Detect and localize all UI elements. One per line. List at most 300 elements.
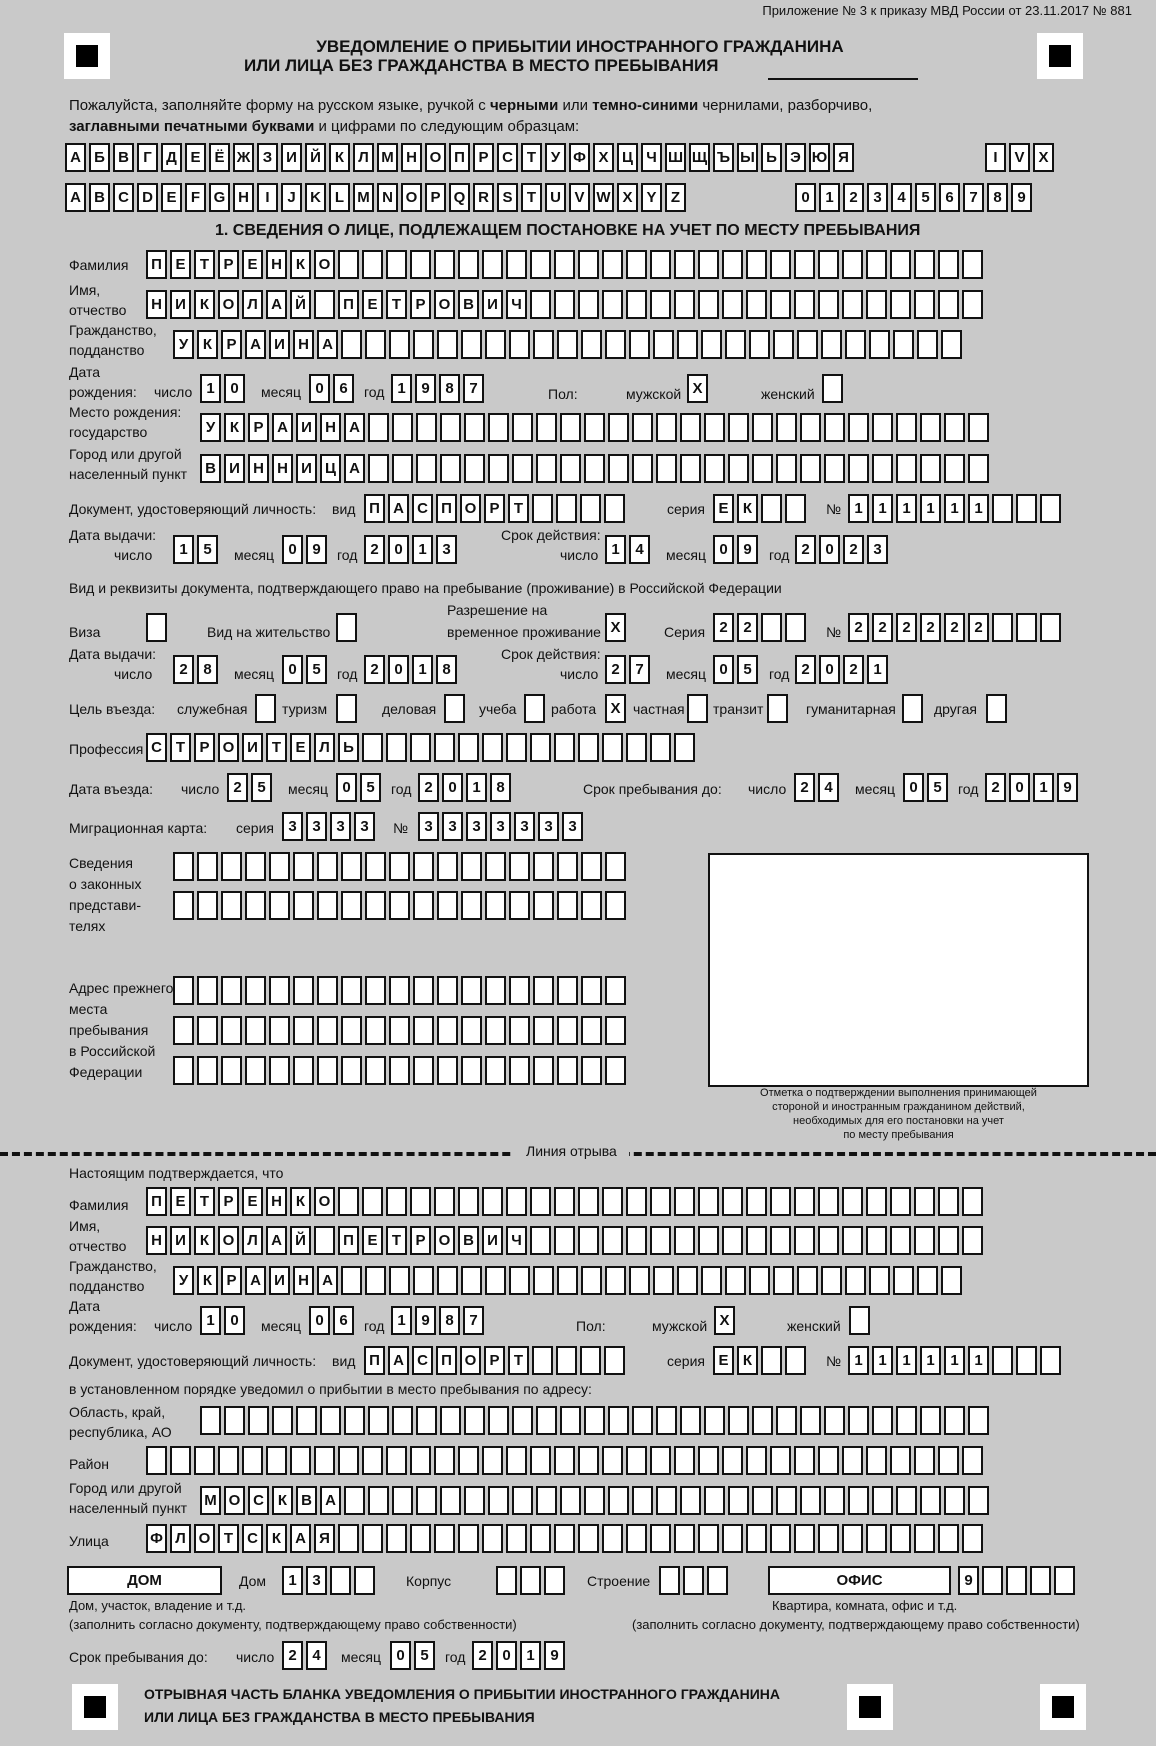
char-cell[interactable] <box>506 1187 527 1216</box>
char-cell[interactable]: 0 <box>903 773 924 802</box>
char-cell[interactable] <box>822 374 843 403</box>
char-cell[interactable]: 0 <box>309 374 330 403</box>
char-cell[interactable] <box>626 1187 647 1216</box>
char-cell[interactable]: 0 <box>713 535 734 564</box>
char-cell[interactable]: Т <box>266 733 287 762</box>
char-cell[interactable]: 1 <box>391 1306 412 1335</box>
char-cell[interactable] <box>938 1446 959 1475</box>
char-cell[interactable] <box>896 1486 917 1515</box>
char-cell[interactable]: 2 <box>843 655 864 684</box>
char-cell[interactable] <box>698 1446 719 1475</box>
char-cell[interactable] <box>938 1187 959 1216</box>
char-cell[interactable]: 3 <box>538 812 559 841</box>
char-cell[interactable]: 1 <box>173 535 194 564</box>
char-cell[interactable] <box>341 1016 362 1045</box>
char-cell[interactable] <box>461 1266 482 1295</box>
char-cell[interactable]: К <box>194 290 215 319</box>
char-cell[interactable] <box>362 1524 383 1553</box>
char-cell[interactable] <box>680 413 701 442</box>
char-cell[interactable] <box>746 1187 767 1216</box>
char-cell[interactable]: Е <box>242 250 263 279</box>
char-cell[interactable] <box>848 1406 869 1435</box>
char-cell[interactable] <box>584 1406 605 1435</box>
char-cell[interactable]: Ш <box>665 143 686 172</box>
char-cell[interactable] <box>338 1187 359 1216</box>
char-cell[interactable]: Е <box>362 290 383 319</box>
char-cell[interactable]: А <box>317 330 338 359</box>
char-cell[interactable] <box>554 1446 575 1475</box>
char-cell[interactable] <box>842 290 863 319</box>
char-cell[interactable]: Г <box>137 143 158 172</box>
char-cell[interactable]: 6 <box>333 1306 354 1335</box>
char-cell[interactable]: О <box>434 1226 455 1255</box>
char-cell[interactable] <box>580 494 601 523</box>
char-cell[interactable] <box>722 250 743 279</box>
char-cell[interactable] <box>626 1524 647 1553</box>
char-cell[interactable] <box>530 1446 551 1475</box>
char-cell[interactable]: H <box>233 183 254 212</box>
char-cell[interactable] <box>608 1406 629 1435</box>
char-cell[interactable]: 4 <box>818 773 839 802</box>
char-cell[interactable] <box>416 454 437 483</box>
char-cell[interactable] <box>866 1187 887 1216</box>
char-cell[interactable]: 4 <box>891 183 912 212</box>
char-cell[interactable]: 9 <box>306 535 327 564</box>
char-cell[interactable] <box>893 1266 914 1295</box>
char-cell[interactable] <box>602 733 623 762</box>
char-cell[interactable] <box>554 733 575 762</box>
char-cell[interactable]: К <box>197 1266 218 1295</box>
char-cell[interactable] <box>962 1226 983 1255</box>
char-cell[interactable] <box>824 1406 845 1435</box>
char-cell[interactable] <box>389 330 410 359</box>
char-cell[interactable] <box>365 1016 386 1045</box>
char-cell[interactable]: Ф <box>146 1524 167 1553</box>
char-cell[interactable] <box>488 1486 509 1515</box>
char-cell[interactable] <box>255 694 276 723</box>
char-cell[interactable]: А <box>65 143 86 172</box>
char-cell[interactable] <box>866 290 887 319</box>
char-cell[interactable]: У <box>545 143 566 172</box>
char-cell[interactable] <box>605 330 626 359</box>
char-cell[interactable] <box>554 1226 575 1255</box>
char-cell[interactable]: Ю <box>809 143 830 172</box>
char-cell[interactable] <box>200 1406 221 1435</box>
char-cell[interactable] <box>221 976 242 1005</box>
char-cell[interactable] <box>293 1056 314 1085</box>
char-cell[interactable]: О <box>218 733 239 762</box>
char-cell[interactable] <box>659 1566 680 1595</box>
char-cell[interactable] <box>512 413 533 442</box>
char-cell[interactable] <box>410 250 431 279</box>
char-cell[interactable] <box>914 1187 935 1216</box>
char-cell[interactable]: У <box>173 330 194 359</box>
char-cell[interactable] <box>920 1486 941 1515</box>
char-cell[interactable]: I <box>985 143 1006 172</box>
char-cell[interactable] <box>173 1056 194 1085</box>
char-cell[interactable]: О <box>460 494 481 523</box>
char-cell[interactable] <box>982 1566 1003 1595</box>
char-cell[interactable]: Т <box>218 1524 239 1553</box>
char-cell[interactable] <box>938 290 959 319</box>
char-cell[interactable] <box>389 1056 410 1085</box>
char-cell[interactable]: 0 <box>309 1306 330 1335</box>
char-cell[interactable]: У <box>173 1266 194 1295</box>
char-cell[interactable] <box>437 1016 458 1045</box>
char-cell[interactable]: С <box>412 494 433 523</box>
char-cell[interactable]: Х <box>593 143 614 172</box>
char-cell[interactable] <box>674 1446 695 1475</box>
char-cell[interactable]: П <box>436 1346 457 1375</box>
char-cell[interactable] <box>800 413 821 442</box>
char-cell[interactable] <box>842 1226 863 1255</box>
char-cell[interactable] <box>458 733 479 762</box>
char-cell[interactable]: 3 <box>282 812 303 841</box>
char-cell[interactable]: 2 <box>843 535 864 564</box>
char-cell[interactable] <box>602 1524 623 1553</box>
char-cell[interactable]: 2 <box>920 613 941 642</box>
char-cell[interactable] <box>362 250 383 279</box>
char-cell[interactable] <box>848 454 869 483</box>
char-cell[interactable] <box>440 1406 461 1435</box>
char-cell[interactable] <box>314 290 335 319</box>
char-cell[interactable]: В <box>458 1226 479 1255</box>
char-cell[interactable]: 2 <box>737 613 758 642</box>
char-cell[interactable]: О <box>224 1486 245 1515</box>
char-cell[interactable] <box>293 976 314 1005</box>
char-cell[interactable] <box>410 1446 431 1475</box>
char-cell[interactable] <box>365 891 386 920</box>
char-cell[interactable] <box>560 1486 581 1515</box>
char-cell[interactable] <box>866 1524 887 1553</box>
char-cell[interactable] <box>245 1016 266 1045</box>
char-cell[interactable] <box>584 454 605 483</box>
char-cell[interactable]: 0 <box>819 655 840 684</box>
char-cell[interactable] <box>602 290 623 319</box>
char-cell[interactable]: 1 <box>412 535 433 564</box>
char-cell[interactable] <box>773 1266 794 1295</box>
char-cell[interactable]: 1 <box>872 494 893 523</box>
char-cell[interactable]: А <box>344 454 365 483</box>
char-cell[interactable]: 2 <box>282 1641 303 1670</box>
char-cell[interactable] <box>794 250 815 279</box>
char-cell[interactable] <box>338 1524 359 1553</box>
char-cell[interactable] <box>680 1406 701 1435</box>
char-cell[interactable] <box>557 852 578 881</box>
char-cell[interactable] <box>656 454 677 483</box>
char-cell[interactable] <box>626 290 647 319</box>
char-cell[interactable] <box>336 613 357 642</box>
char-cell[interactable]: 1 <box>968 494 989 523</box>
char-cell[interactable]: 3 <box>867 535 888 564</box>
char-cell[interactable]: 0 <box>336 773 357 802</box>
char-cell[interactable]: П <box>449 143 470 172</box>
char-cell[interactable]: П <box>146 1187 167 1216</box>
char-cell[interactable]: 2 <box>795 535 816 564</box>
char-cell[interactable] <box>197 852 218 881</box>
char-cell[interactable] <box>1016 1346 1037 1375</box>
char-cell[interactable]: 1 <box>920 494 941 523</box>
char-cell[interactable] <box>290 1446 311 1475</box>
char-cell[interactable] <box>530 250 551 279</box>
char-cell[interactable]: 1 <box>944 494 965 523</box>
char-cell[interactable]: 8 <box>439 1306 460 1335</box>
char-cell[interactable] <box>902 694 923 723</box>
char-cell[interactable]: Z <box>665 183 686 212</box>
char-cell[interactable] <box>938 1226 959 1255</box>
char-cell[interactable]: С <box>146 733 167 762</box>
char-cell[interactable]: 3 <box>436 535 457 564</box>
char-cell[interactable] <box>496 1566 517 1595</box>
char-cell[interactable]: К <box>272 1486 293 1515</box>
char-cell[interactable] <box>341 976 362 1005</box>
char-cell[interactable]: X <box>687 374 708 403</box>
char-cell[interactable] <box>845 330 866 359</box>
char-cell[interactable] <box>544 1566 565 1595</box>
char-cell[interactable] <box>944 413 965 442</box>
char-cell[interactable]: F <box>185 183 206 212</box>
char-cell[interactable] <box>941 1266 962 1295</box>
char-cell[interactable] <box>701 330 722 359</box>
char-cell[interactable] <box>797 330 818 359</box>
char-cell[interactable] <box>557 1266 578 1295</box>
char-cell[interactable] <box>362 733 383 762</box>
char-cell[interactable]: 9 <box>415 1306 436 1335</box>
char-cell[interactable] <box>770 1226 791 1255</box>
char-cell[interactable] <box>482 1446 503 1475</box>
char-cell[interactable] <box>458 250 479 279</box>
char-cell[interactable]: 2 <box>794 773 815 802</box>
char-cell[interactable]: К <box>737 494 758 523</box>
char-cell[interactable] <box>368 413 389 442</box>
char-cell[interactable] <box>872 1486 893 1515</box>
char-cell[interactable] <box>602 1187 623 1216</box>
char-cell[interactable] <box>992 1346 1013 1375</box>
char-cell[interactable] <box>173 891 194 920</box>
char-cell[interactable] <box>245 891 266 920</box>
char-cell[interactable]: 9 <box>737 535 758 564</box>
char-cell[interactable] <box>317 1016 338 1045</box>
char-cell[interactable] <box>506 1446 527 1475</box>
char-cell[interactable] <box>626 250 647 279</box>
char-cell[interactable] <box>890 1446 911 1475</box>
char-cell[interactable] <box>557 1016 578 1045</box>
char-cell[interactable] <box>824 454 845 483</box>
char-cell[interactable] <box>221 1056 242 1085</box>
char-cell[interactable]: О <box>314 1187 335 1216</box>
char-cell[interactable] <box>485 891 506 920</box>
char-cell[interactable] <box>704 413 725 442</box>
char-cell[interactable]: В <box>200 454 221 483</box>
char-cell[interactable] <box>269 891 290 920</box>
char-cell[interactable] <box>725 330 746 359</box>
char-cell[interactable] <box>962 290 983 319</box>
char-cell[interactable] <box>770 1524 791 1553</box>
char-cell[interactable]: Y <box>641 183 662 212</box>
char-cell[interactable] <box>584 1486 605 1515</box>
char-cell[interactable]: E <box>161 183 182 212</box>
char-cell[interactable] <box>893 330 914 359</box>
char-cell[interactable] <box>556 1346 577 1375</box>
char-cell[interactable]: X <box>1033 143 1054 172</box>
char-cell[interactable] <box>437 1266 458 1295</box>
char-cell[interactable] <box>698 290 719 319</box>
char-cell[interactable]: 2 <box>968 613 989 642</box>
char-cell[interactable]: 1 <box>391 374 412 403</box>
char-cell[interactable]: Р <box>484 494 505 523</box>
char-cell[interactable]: Н <box>146 290 167 319</box>
char-cell[interactable] <box>896 413 917 442</box>
char-cell[interactable]: Е <box>170 1187 191 1216</box>
char-cell[interactable]: 1 <box>282 1566 303 1595</box>
char-cell[interactable] <box>656 413 677 442</box>
char-cell[interactable]: В <box>296 1486 317 1515</box>
char-cell[interactable]: Е <box>185 143 206 172</box>
char-cell[interactable] <box>752 454 773 483</box>
char-cell[interactable]: 0 <box>224 374 245 403</box>
char-cell[interactable] <box>746 1524 767 1553</box>
char-cell[interactable] <box>656 1486 677 1515</box>
char-cell[interactable] <box>581 852 602 881</box>
char-cell[interactable]: 1 <box>605 535 626 564</box>
char-cell[interactable]: 2 <box>848 613 869 642</box>
char-cell[interactable] <box>821 1266 842 1295</box>
char-cell[interactable]: 1 <box>466 773 487 802</box>
char-cell[interactable]: 2 <box>364 535 385 564</box>
char-cell[interactable] <box>917 330 938 359</box>
char-cell[interactable] <box>770 290 791 319</box>
char-cell[interactable] <box>464 413 485 442</box>
char-cell[interactable]: 1 <box>872 1346 893 1375</box>
char-cell[interactable] <box>1006 1566 1027 1595</box>
char-cell[interactable] <box>506 250 527 279</box>
char-cell[interactable] <box>677 1266 698 1295</box>
char-cell[interactable]: Р <box>473 143 494 172</box>
char-cell[interactable]: Н <box>266 250 287 279</box>
char-cell[interactable] <box>580 1346 601 1375</box>
char-cell[interactable] <box>533 976 554 1005</box>
char-cell[interactable] <box>458 1187 479 1216</box>
char-cell[interactable]: 2 <box>605 655 626 684</box>
char-cell[interactable] <box>437 852 458 881</box>
char-cell[interactable] <box>866 1446 887 1475</box>
char-cell[interactable]: O <box>401 183 422 212</box>
char-cell[interactable]: Е <box>290 733 311 762</box>
char-cell[interactable] <box>464 454 485 483</box>
char-cell[interactable] <box>532 494 553 523</box>
char-cell[interactable] <box>602 1446 623 1475</box>
char-cell[interactable] <box>524 694 545 723</box>
char-cell[interactable]: И <box>269 1266 290 1295</box>
char-cell[interactable]: Р <box>194 733 215 762</box>
char-cell[interactable] <box>728 1406 749 1435</box>
char-cell[interactable]: 0 <box>282 655 303 684</box>
char-cell[interactable] <box>173 1016 194 1045</box>
char-cell[interactable] <box>581 1056 602 1085</box>
char-cell[interactable] <box>761 1346 782 1375</box>
char-cell[interactable] <box>605 852 626 881</box>
char-cell[interactable]: Й <box>290 1226 311 1255</box>
char-cell[interactable] <box>626 1226 647 1255</box>
char-cell[interactable] <box>533 330 554 359</box>
char-cell[interactable]: К <box>290 1187 311 1216</box>
char-cell[interactable]: В <box>458 290 479 319</box>
char-cell[interactable] <box>761 494 782 523</box>
char-cell[interactable]: 5 <box>737 655 758 684</box>
char-cell[interactable] <box>578 290 599 319</box>
char-cell[interactable]: 0 <box>390 1641 411 1670</box>
char-cell[interactable]: 2 <box>795 655 816 684</box>
char-cell[interactable] <box>800 1406 821 1435</box>
char-cell[interactable] <box>488 413 509 442</box>
char-cell[interactable]: 5 <box>915 183 936 212</box>
char-cell[interactable] <box>914 290 935 319</box>
char-cell[interactable] <box>245 1056 266 1085</box>
char-cell[interactable] <box>410 1524 431 1553</box>
char-cell[interactable]: K <box>305 183 326 212</box>
char-cell[interactable] <box>584 413 605 442</box>
char-cell[interactable] <box>314 1226 335 1255</box>
char-cell[interactable]: И <box>170 1226 191 1255</box>
char-cell[interactable] <box>845 1266 866 1295</box>
char-cell[interactable]: V <box>569 183 590 212</box>
char-cell[interactable] <box>866 250 887 279</box>
char-cell[interactable] <box>536 413 557 442</box>
char-cell[interactable] <box>269 1056 290 1085</box>
char-cell[interactable] <box>461 330 482 359</box>
char-cell[interactable]: 1 <box>896 494 917 523</box>
char-cell[interactable] <box>776 413 797 442</box>
char-cell[interactable] <box>530 733 551 762</box>
char-cell[interactable]: О <box>434 290 455 319</box>
char-cell[interactable]: 2 <box>843 183 864 212</box>
char-cell[interactable]: 0 <box>1009 773 1030 802</box>
char-cell[interactable]: А <box>290 1524 311 1553</box>
char-cell[interactable]: Е <box>713 1346 734 1375</box>
char-cell[interactable]: А <box>266 290 287 319</box>
char-cell[interactable] <box>728 454 749 483</box>
char-cell[interactable]: Й <box>290 290 311 319</box>
char-cell[interactable] <box>362 1446 383 1475</box>
char-cell[interactable] <box>914 1226 935 1255</box>
char-cell[interactable] <box>341 852 362 881</box>
char-cell[interactable]: А <box>245 330 266 359</box>
char-cell[interactable]: 1 <box>944 1346 965 1375</box>
char-cell[interactable] <box>650 290 671 319</box>
char-cell[interactable] <box>434 733 455 762</box>
char-cell[interactable] <box>605 1016 626 1045</box>
char-cell[interactable]: И <box>482 1226 503 1255</box>
char-cell[interactable]: 5 <box>414 1641 435 1670</box>
char-cell[interactable] <box>938 250 959 279</box>
char-cell[interactable]: Т <box>386 290 407 319</box>
char-cell[interactable] <box>687 694 708 723</box>
char-cell[interactable]: С <box>242 1524 263 1553</box>
char-cell[interactable]: 5 <box>251 773 272 802</box>
char-cell[interactable] <box>968 454 989 483</box>
char-cell[interactable] <box>512 1486 533 1515</box>
char-cell[interactable]: Т <box>521 143 542 172</box>
char-cell[interactable] <box>968 1406 989 1435</box>
char-cell[interactable] <box>437 330 458 359</box>
char-cell[interactable] <box>434 1446 455 1475</box>
char-cell[interactable]: И <box>224 454 245 483</box>
char-cell[interactable]: 3 <box>306 1566 327 1595</box>
char-cell[interactable] <box>560 413 581 442</box>
char-cell[interactable] <box>533 1056 554 1085</box>
char-cell[interactable] <box>992 613 1013 642</box>
char-cell[interactable] <box>560 454 581 483</box>
